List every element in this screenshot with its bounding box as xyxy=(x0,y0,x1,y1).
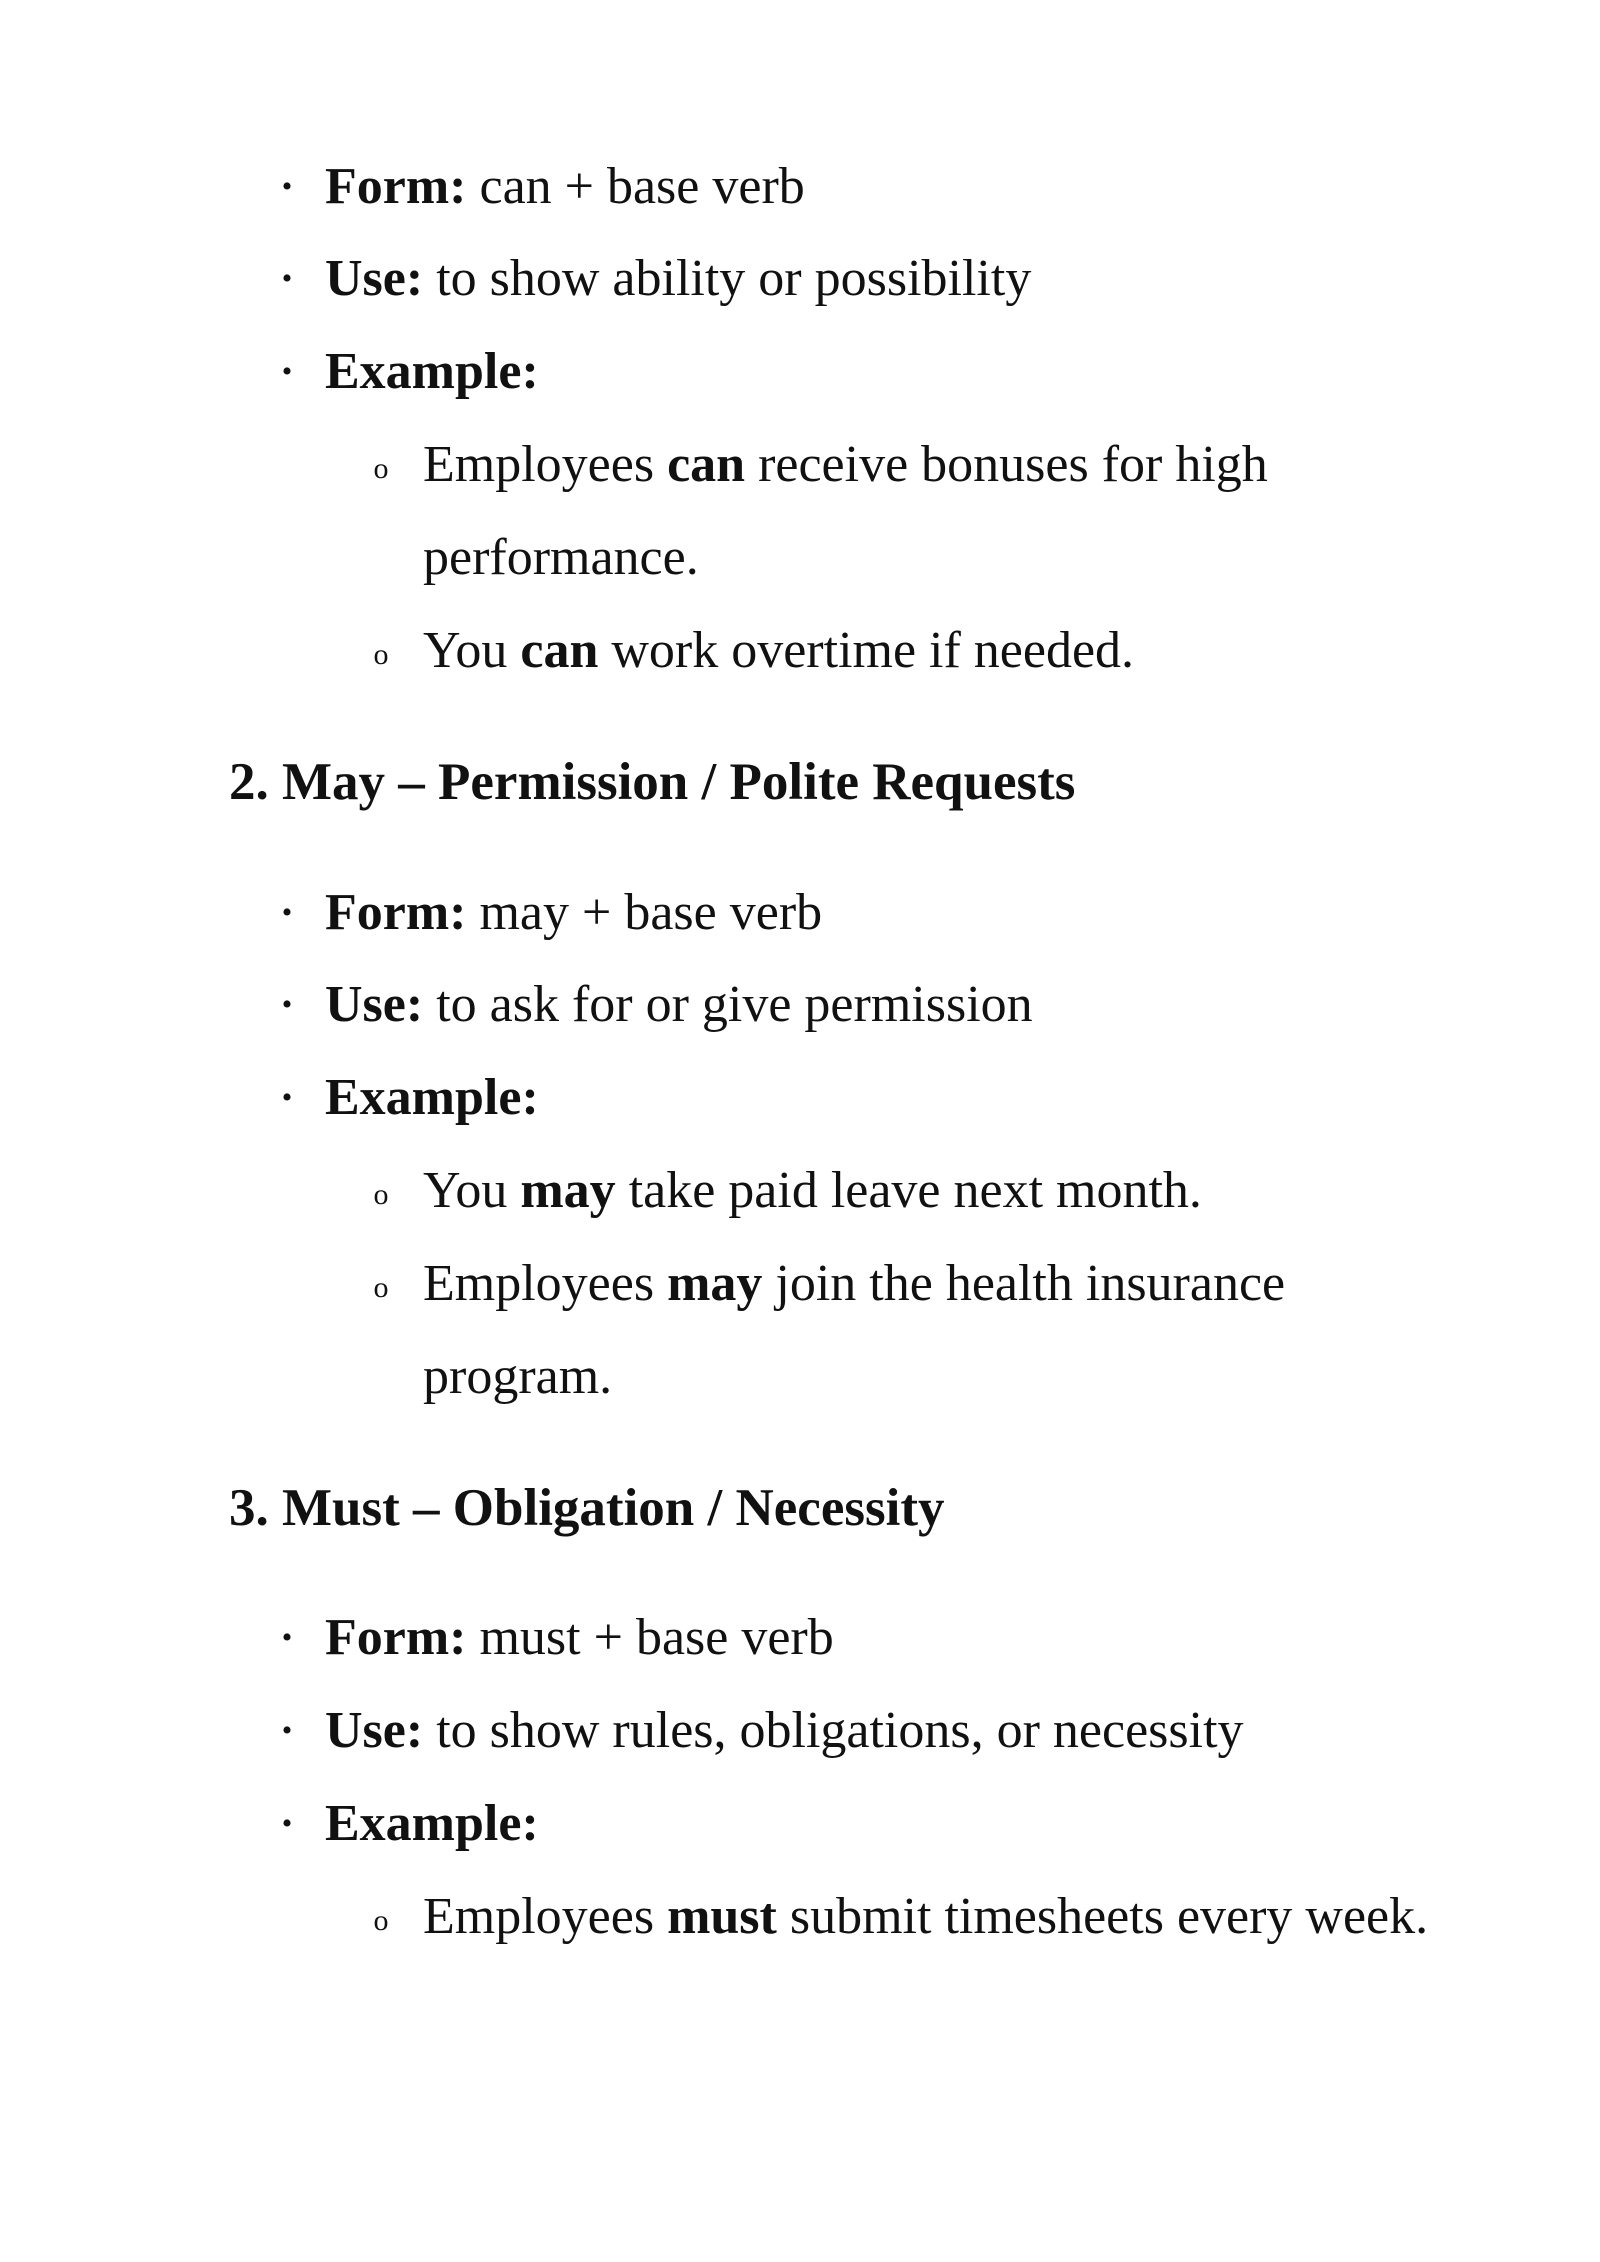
item-label: Example: xyxy=(325,1069,539,1126)
example-text: You xyxy=(423,622,521,679)
item-label: Form: xyxy=(325,884,467,941)
modal-verb: may xyxy=(520,1162,616,1219)
example-text: You xyxy=(423,1162,521,1219)
example-text: join the health insurance program. xyxy=(423,1255,1286,1405)
item-text: must + base verb xyxy=(466,1609,834,1666)
example-text: Employees xyxy=(423,436,668,493)
item-label: Form: xyxy=(325,1609,467,1666)
sub-bullet-icon: o xyxy=(373,1271,389,1304)
list-item-form xyxy=(281,866,823,959)
example-item xyxy=(373,604,1483,697)
list-item-use xyxy=(281,958,1033,1051)
example-text: work overtime if needed. xyxy=(598,622,1135,679)
example-text: submit timesheets every week. xyxy=(776,1888,1429,1945)
section-heading: 2. May – Permission / Polite Requests xyxy=(229,753,1076,811)
item-text: to ask for or give permission xyxy=(423,976,1033,1033)
list-item-example xyxy=(281,1777,539,1870)
example-item xyxy=(373,1237,1483,1423)
list-item-form xyxy=(281,140,805,233)
modal-verb: may xyxy=(667,1255,763,1312)
list-item-use xyxy=(281,232,1032,325)
item-text: to show rules, obligations, or necessity xyxy=(423,1702,1244,1759)
item-text: to show ability or possibility xyxy=(423,250,1032,307)
list-item-use xyxy=(281,1684,1244,1777)
bullet-icon: • xyxy=(281,1621,293,1654)
item-label: Example: xyxy=(325,1795,539,1852)
example-item xyxy=(373,418,1483,604)
sub-bullet-icon: o xyxy=(373,452,389,485)
sub-bullet-icon: o xyxy=(373,638,389,671)
example-item xyxy=(373,1144,1483,1237)
bullet-icon: • xyxy=(281,896,293,929)
example-text: take paid leave next month. xyxy=(615,1162,1202,1219)
item-text: may + base verb xyxy=(466,884,823,941)
modal-verb: must xyxy=(667,1888,777,1945)
example-item xyxy=(373,1870,1573,1963)
sub-bullet-icon: o xyxy=(373,1178,389,1211)
bullet-icon: • xyxy=(281,988,293,1021)
item-text: can + base verb xyxy=(466,158,805,215)
bullet-icon: • xyxy=(281,355,293,388)
sub-bullet-icon: o xyxy=(373,1904,389,1937)
example-text: Employees xyxy=(423,1888,668,1945)
section-heading: 3. Must – Obligation / Necessity xyxy=(229,1479,945,1537)
item-label: Use: xyxy=(325,1702,424,1759)
list-item-example xyxy=(281,1051,539,1144)
bullet-icon: • xyxy=(281,1807,293,1840)
list-item-form xyxy=(281,1591,834,1684)
modal-verb: can xyxy=(667,436,746,493)
example-text: Employees xyxy=(423,1255,668,1312)
example-text: receive bonuses for high performance. xyxy=(423,436,1268,586)
bullet-icon: • xyxy=(281,1714,293,1747)
item-label: Example: xyxy=(325,343,539,400)
list-item-example xyxy=(281,325,539,418)
item-label: Form: xyxy=(325,158,467,215)
bullet-icon: • xyxy=(281,1081,293,1114)
item-label: Use: xyxy=(325,250,424,307)
item-label: Use: xyxy=(325,976,424,1033)
bullet-icon: • xyxy=(281,170,293,203)
bullet-icon: • xyxy=(281,262,293,295)
modal-verb: can xyxy=(520,622,599,679)
